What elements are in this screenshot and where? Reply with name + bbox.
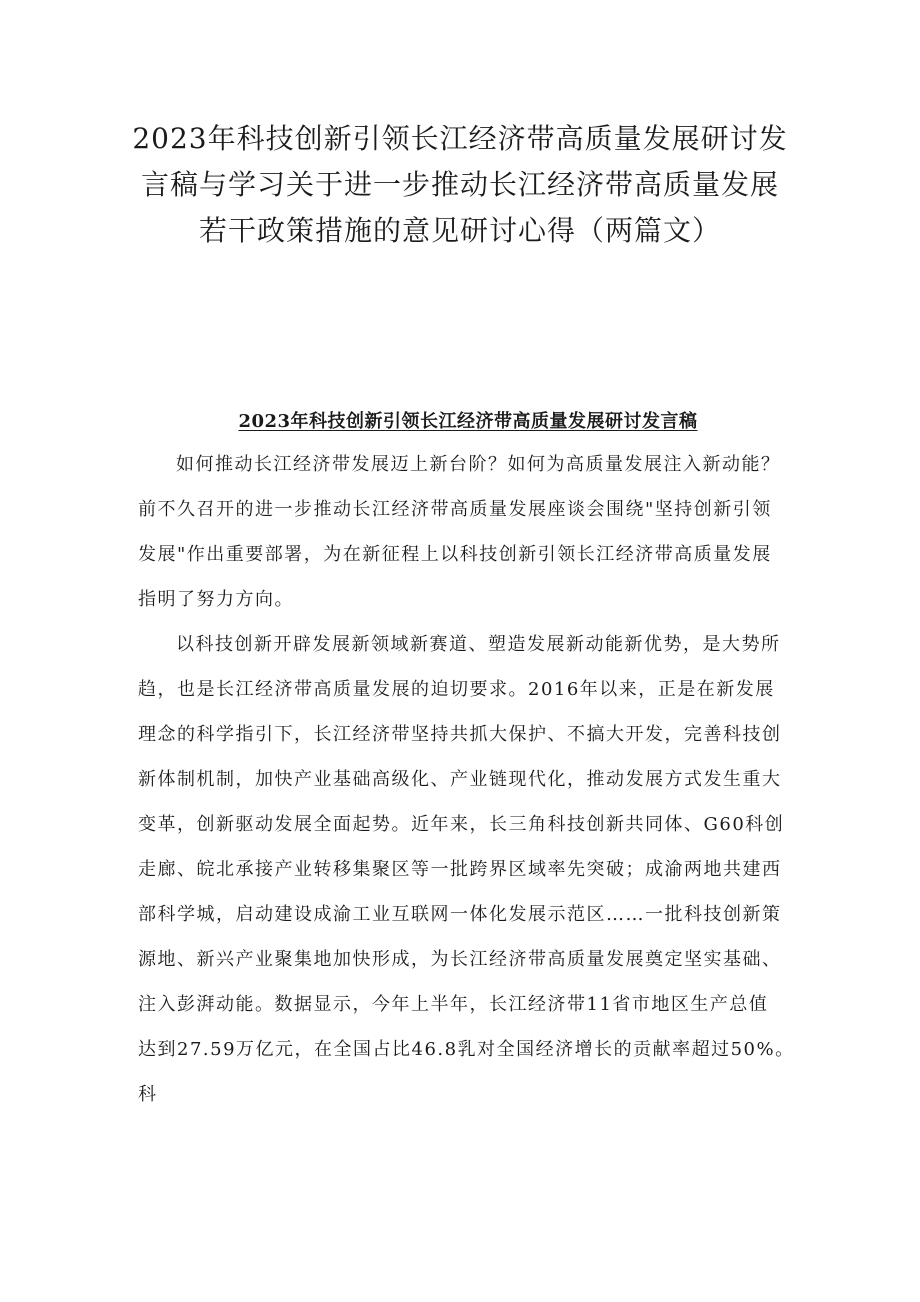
paragraph-line: 新体制机制，加快产业基础高级化、产业链现代化，推动发展方式发生重大 xyxy=(138,769,782,790)
paragraph-line: 达到27.59万亿元，在全国占比46.8乳对全国经济增长的贡献率超过50%。 xyxy=(138,1039,795,1060)
paragraph-2 xyxy=(138,622,798,1117)
paragraph-line: 前不久召开的进一步推动长江经济带高质量发展座谈会围绕"坚持创新引领 xyxy=(138,499,772,520)
paragraph-line: 变革，创新驱动发展全面起势。近年来，长三角科技创新共同体、G60科创 xyxy=(138,814,785,835)
paragraph-line: 源地、新兴产业聚集地加快形成，为长江经济带高质量发展奠定坚实基础、 xyxy=(138,949,782,970)
paragraph-line: 以科技创新开辟发展新领域新赛道、塑造发展新动能新优势，是大势所 xyxy=(176,634,781,655)
article-body xyxy=(138,442,798,1117)
article xyxy=(138,404,798,1117)
paragraph-line: 注入彭湃动能。数据显示，今年上半年，长江经济带11省市地区生产总值 xyxy=(138,994,769,1015)
paragraph-line: 走廊、皖北承接产业转移集聚区等一批跨界区域率先突破；成渝两地共建西 xyxy=(138,859,782,880)
title-line: 言稿与学习关于进一步推动长江经济带高质量发展 xyxy=(140,168,779,201)
paragraph-line: 理念的科学指引下，长江经济带坚持共抓大保护、不搞大开发，完善科技创 xyxy=(138,724,782,745)
title-line: 若干政策措施的意见研讨心得（两篇文） xyxy=(198,214,721,247)
document-title xyxy=(120,116,800,254)
paragraph-line: 如何推动长江经济带发展迈上新台阶？如何为高质量发展注入新动能？ xyxy=(176,454,781,475)
title-line: 2023年科技创新引领长江经济带高质量发展研讨发 xyxy=(132,122,788,155)
paragraph-line: 部科学城，启动建设成渝工业互联网一体化发展示范区……一批科技创新策 xyxy=(138,904,782,925)
article-heading: 2023年科技创新引领长江经济带高质量发展研讨发言稿 xyxy=(238,411,698,432)
paragraph-line: 科 xyxy=(138,1084,158,1105)
paragraph-line: 指明了努力方向。 xyxy=(138,589,294,610)
paragraph-line: 发展"作出重要部署，为在新征程上以科技创新引领长江经济带高质量发展 xyxy=(138,544,772,565)
paragraph-1 xyxy=(138,442,798,622)
paragraph-line: 趋，也是长江经济带高质量发展的迫切要求。2016年以来，正是在新发展 xyxy=(138,679,775,700)
